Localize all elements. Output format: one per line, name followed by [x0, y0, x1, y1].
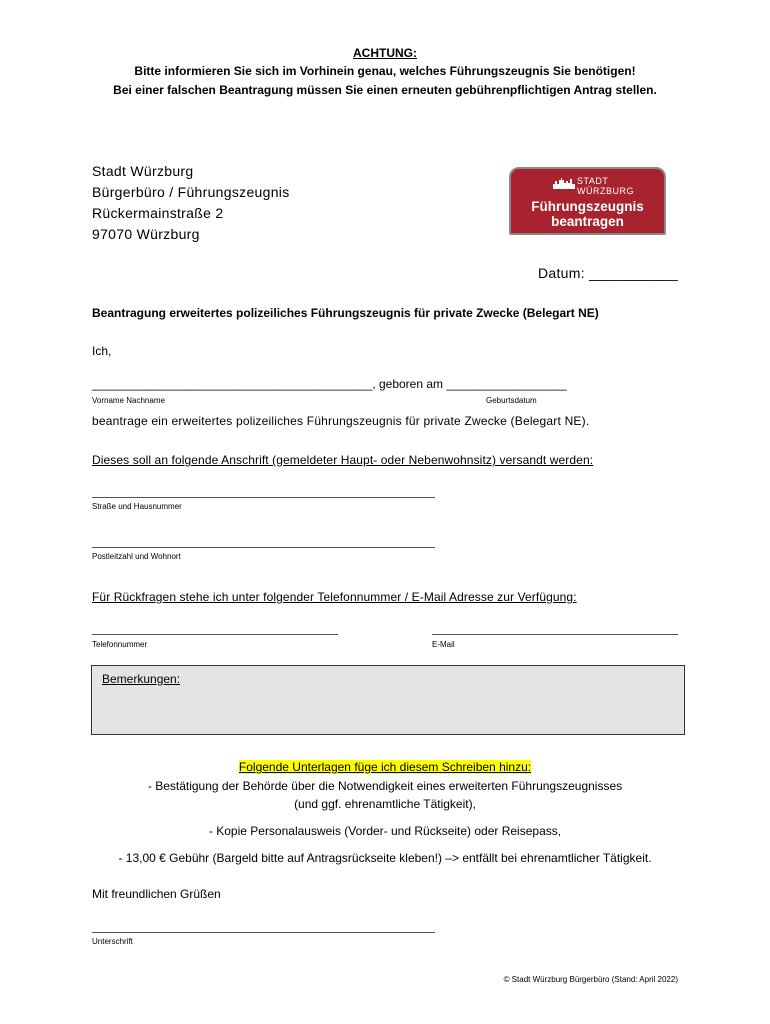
- zip-city-input-line[interactable]: [92, 547, 435, 548]
- attachments-heading: Folgende Unterlagen füge ich diesem Schreiben hinzu:: [238, 760, 532, 774]
- logo-title-line-2: beantragen: [551, 214, 624, 229]
- street-caption: Straße und Hausnummer: [92, 502, 182, 511]
- remarks-label: Bemerkungen:: [102, 672, 181, 686]
- fuehrungszeugnis-logo: [509, 167, 666, 235]
- date-field[interactable]: [538, 265, 678, 281]
- remarks-box[interactable]: [91, 665, 685, 735]
- recipient-line-1: Stadt Würzburg: [92, 163, 194, 179]
- warning-line-1: Bitte informieren Sie sich im Vorhinein genau, welches Führungszeugnis Sie benötigen!: [134, 64, 636, 78]
- email-caption: E-Mail: [432, 640, 455, 649]
- city-skyline-icon: [553, 178, 575, 189]
- name-caption: Vorname Nachname: [92, 396, 165, 405]
- subject-line: Beantragung erweitertes polizeiliches Führungszeugnis für private Zwecke (Belegart NE): [92, 306, 599, 320]
- recipient-line-4: 97070 Würzburg: [92, 226, 200, 242]
- born-text: , geboren am: [372, 377, 447, 391]
- closing-text: Mit freundlichen Grüßen: [92, 887, 221, 901]
- contact-heading: Für Rückfragen stehe ich unter folgender Telefonnummer / E-Mail Adresse zur Verfügung:: [92, 590, 577, 604]
- phone-input-line[interactable]: [92, 634, 338, 635]
- logo-title-line-1: Führungszeugnis: [531, 199, 644, 214]
- attachments-heading-wrap: [0, 760, 770, 774]
- name-dob-row: [92, 377, 567, 391]
- date-blank[interactable]: ___________: [589, 265, 679, 281]
- footer-copyright: © Stadt Würzburg Bürgerbüro (Stand: April 2022): [503, 975, 678, 984]
- signature-input-line[interactable]: [92, 932, 435, 933]
- warning-heading: ACHTUNG:: [353, 46, 417, 60]
- attachment-item-1-line-1: - Bestätigung der Behörde über die Notwendigkeit eines erweiterten Führungszeugnisses: [147, 779, 623, 793]
- dob-blank[interactable]: __________________: [446, 377, 567, 391]
- request-sentence: beantrage ein erweitertes polizeiliches Führungszeugnis für private Zwecke (Belegart NE).: [92, 414, 590, 428]
- attachment-item-2: - Kopie Personalausweis (Vorder- und Rückseite) oder Reisepass,: [208, 824, 562, 838]
- dob-caption: Geburtsdatum: [486, 396, 537, 405]
- recipient-line-2: Bürgerbüro / Führungszeugnis: [92, 184, 290, 200]
- street-input-line[interactable]: [92, 497, 435, 498]
- intro-text: Ich,: [92, 344, 112, 358]
- logo-city-top: STADT: [577, 176, 609, 186]
- recipient-line-3: Rückermainstraße 2: [92, 205, 224, 221]
- warning-line-2: Bei einer falschen Beantragung müssen Sie einen erneuten gebührenpflichtigen Antrag stellen.: [113, 83, 657, 97]
- date-label: Datum:: [538, 265, 590, 281]
- signature-caption: Unterschrift: [92, 937, 133, 946]
- email-input-line[interactable]: [432, 634, 678, 635]
- phone-caption: Telefonnummer: [92, 640, 148, 649]
- address-heading: Dieses soll an folgende Anschrift (gemeldeter Haupt- oder Nebenwohnsitz) versandt werden:: [92, 453, 594, 467]
- attachment-item-3: - 13,00 € Gebühr (Bargeld bitte auf Antragsrückseite kleben!) –> entfällt bei ehrenamtlicher Tätigkeit.: [118, 851, 652, 865]
- logo-city-bottom: WÜRZBURG: [577, 186, 634, 196]
- zip-city-caption: Postleitzahl und Wohnort: [92, 552, 181, 561]
- recipient-address: [92, 161, 290, 245]
- name-blank[interactable]: __________________________________________: [92, 377, 373, 391]
- attachment-item-1-line-2: (und ggf. ehrenamtliche Tätigkeit),: [294, 797, 476, 811]
